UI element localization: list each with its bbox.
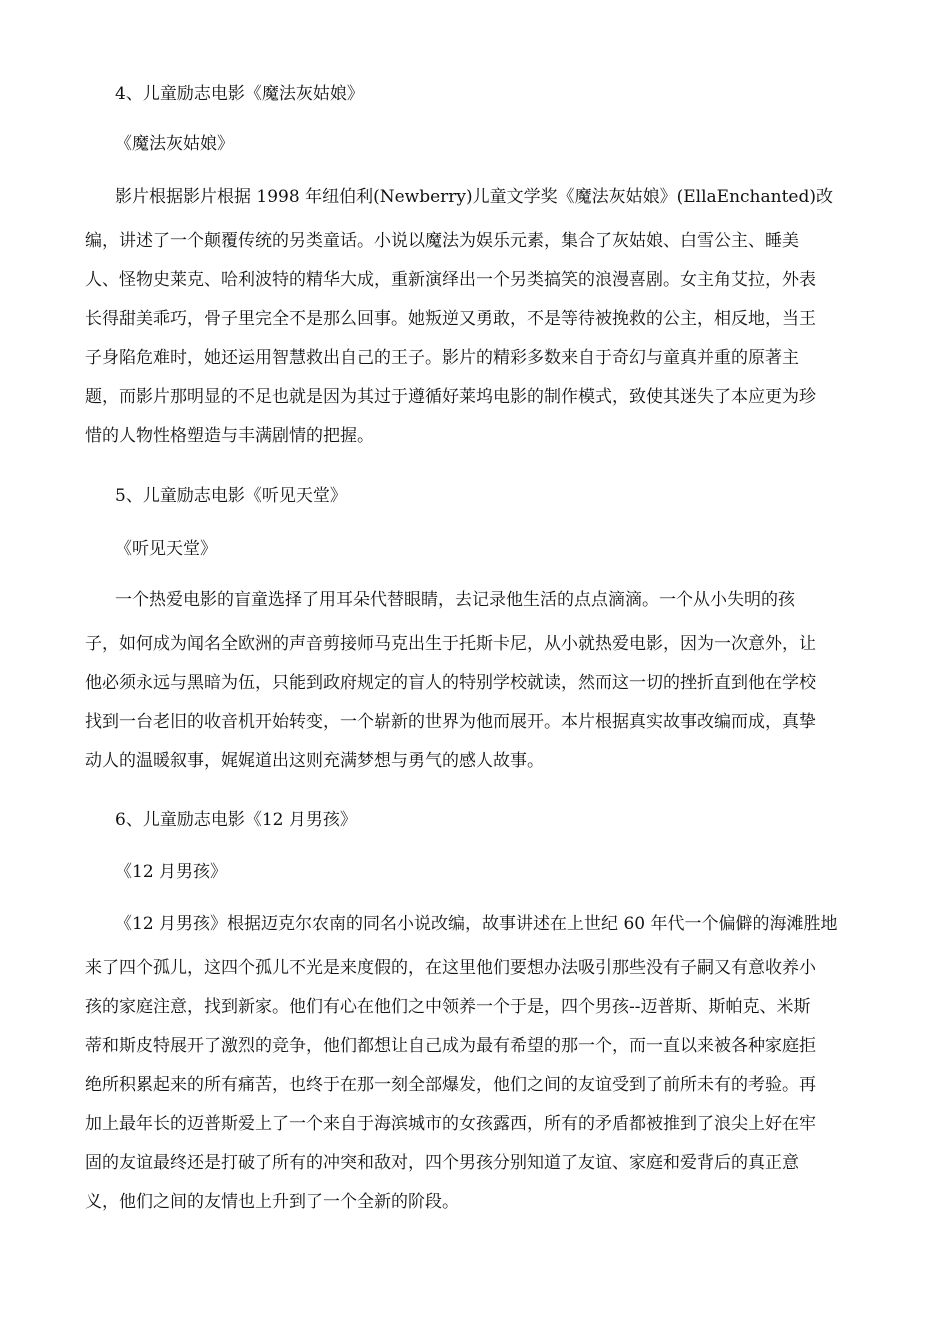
section-subtitle: 《魔法灰姑娘》 [115, 134, 234, 154]
paragraph-line: 加上最年长的迈普斯爱上了一个来自于海滨城市的女孩露西，所有的矛盾都被推到了浪尖上好在牢 [85, 1114, 816, 1134]
section-heading: 4、儿童励志电影《魔法灰姑娘》 [115, 84, 364, 104]
section-heading: 6、儿童励志电影《12 月男孩》 [115, 810, 357, 830]
paragraph-line: 孩的家庭注意，找到新家。他们有心在他们之中领养一个于是，四个男孩--迈普斯、斯帕克、米斯 [85, 997, 811, 1017]
section-heading: 5、儿童励志电影《听见天堂》 [115, 486, 347, 506]
paragraph-line: 他必须永远与黑暗为伍，只能到政府规定的盲人的特别学校就读，然而这一切的挫折直到他在学校 [85, 673, 816, 693]
paragraph-line: 题，而影片那明显的不足也就是因为其过于遵循好莱坞电影的制作模式，致使其迷失了本应更为珍 [85, 387, 816, 407]
paragraph-line: 长得甜美乖巧，骨子里完全不是那么回事。她叛逆又勇敢，不是等待被挽救的公主，相反地，当王 [85, 309, 816, 329]
paragraph-line: 惜的人物性格塑造与丰满剧情的把握。 [85, 426, 374, 446]
paragraph-line: 人、怪物史莱克、哈利波特的精华大成，重新演绎出一个另类搞笑的浪漫喜剧。女主角艾拉，外表 [85, 270, 816, 290]
paragraph-line: 义，他们之间的友情也上升到了一个全新的阶段。 [85, 1192, 459, 1212]
paragraph-line: 《12 月男孩》根据迈克尔农南的同名小说改编，故事讲述在上世纪 60 年代一个偏僻的海滩胜地 [115, 914, 838, 934]
paragraph-line: 一个热爱电影的盲童选择了用耳朵代替眼睛，去记录他生活的点点滴滴。一个从小失明的孩 [115, 590, 795, 610]
paragraph-line: 蒂和斯皮特展开了激烈的竞争，他们都想让自己成为最有希望的那一个，而一直以来被各种家庭拒 [85, 1036, 816, 1056]
paragraph-line: 来了四个孤儿，这四个孤儿不光是来度假的，在这里他们要想办法吸引那些没有子嗣又有意收养小 [85, 958, 816, 978]
paragraph-line: 子，如何成为闻名全欧洲的声音剪接师马克出生于托斯卡尼，从小就热爱电影，因为一次意外，让 [85, 634, 816, 654]
section-subtitle: 《听见天堂》 [115, 539, 217, 559]
paragraph-line: 找到一台老旧的收音机开始转变，一个崭新的世界为他而展开。本片根据真实故事改编而成，真挚 [85, 712, 816, 732]
paragraph-line: 影片根据影片根据 1998 年纽伯利(Newberry)儿童文学奖《魔法灰姑娘》(EllaEnchanted)改 [115, 187, 833, 207]
paragraph-line: 子身陷危难时，她还运用智慧救出自己的王子。影片的精彩多数来自于奇幻与童真并重的原著主 [85, 348, 799, 368]
paragraph-line: 动人的温暖叙事，娓娓道出这则充满梦想与勇气的感人故事。 [85, 751, 544, 771]
paragraph-line: 编，讲述了一个颠覆传统的另类童话。小说以魔法为娱乐元素，集合了灰姑娘、白雪公主、睡美 [85, 231, 799, 251]
paragraph-line: 固的友谊最终还是打破了所有的冲突和敌对，四个男孩分别知道了友谊、家庭和爱背后的真正意 [85, 1153, 799, 1173]
section-subtitle: 《12 月男孩》 [115, 862, 228, 882]
paragraph-line: 绝所积累起来的所有痛苦，也终于在那一刻全部爆发，他们之间的友谊受到了前所未有的考验。再 [85, 1075, 816, 1095]
